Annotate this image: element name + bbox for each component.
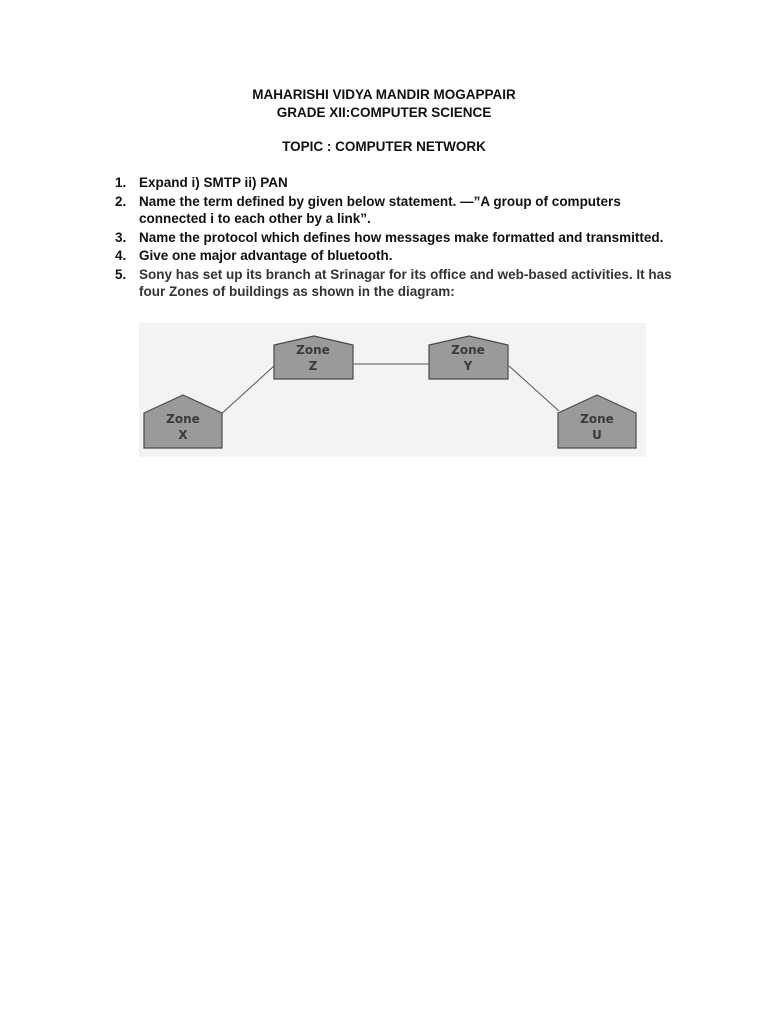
question-text: Name the term defined by given below statement. —”A group of computers connected i to each other by a link”. <box>139 193 621 226</box>
zone-network-diagram <box>139 323 646 457</box>
question-item <box>115 193 675 228</box>
zone-label: Zone <box>580 412 614 426</box>
link-y-u <box>509 366 559 411</box>
question-text: Sony has set up its branch at Srinagar for its office and web-based activities. It has four Zones of buildings as shown in the diagram: <box>139 266 672 299</box>
building-zone-u <box>558 395 636 448</box>
grade-title: GRADE XII:COMPUTER SCIENCE <box>276 105 492 120</box>
building-zone-x <box>144 395 222 448</box>
zone-id: Y <box>463 359 473 373</box>
zone-diagram-svg <box>139 323 646 457</box>
zone-label: Zone <box>166 412 200 426</box>
topic-title: TOPIC : COMPUTER NETWORK <box>282 139 486 154</box>
question-text: Name the protocol which defines how messages make formatted and transmitted. <box>139 229 664 245</box>
question-item <box>115 247 675 265</box>
zone-label: Zone <box>296 343 330 357</box>
question-number: 2. <box>115 193 127 209</box>
question-text: Give one major advantage of bluetooth. <box>139 248 393 263</box>
question-number: 5. <box>115 266 127 282</box>
question-item <box>115 174 675 192</box>
question-item <box>115 266 675 301</box>
question-text: Expand i) SMTP ii) PAN <box>139 175 288 190</box>
question-number: 4. <box>115 248 127 263</box>
link-x-z <box>219 366 274 416</box>
school-name: MAHARISHI VIDYA MANDIR MOGAPPAIR <box>252 87 516 102</box>
question-list <box>115 174 675 302</box>
zone-id: X <box>178 428 188 442</box>
building-zone-y <box>429 336 508 379</box>
question-number: 1. <box>115 175 127 190</box>
document-header <box>0 86 768 122</box>
zone-id: U <box>592 428 602 442</box>
question-number: 3. <box>115 229 127 245</box>
zone-id: Z <box>308 359 318 373</box>
question-item <box>115 229 675 247</box>
building-zone-z <box>274 336 353 379</box>
zone-label: Zone <box>451 343 485 357</box>
